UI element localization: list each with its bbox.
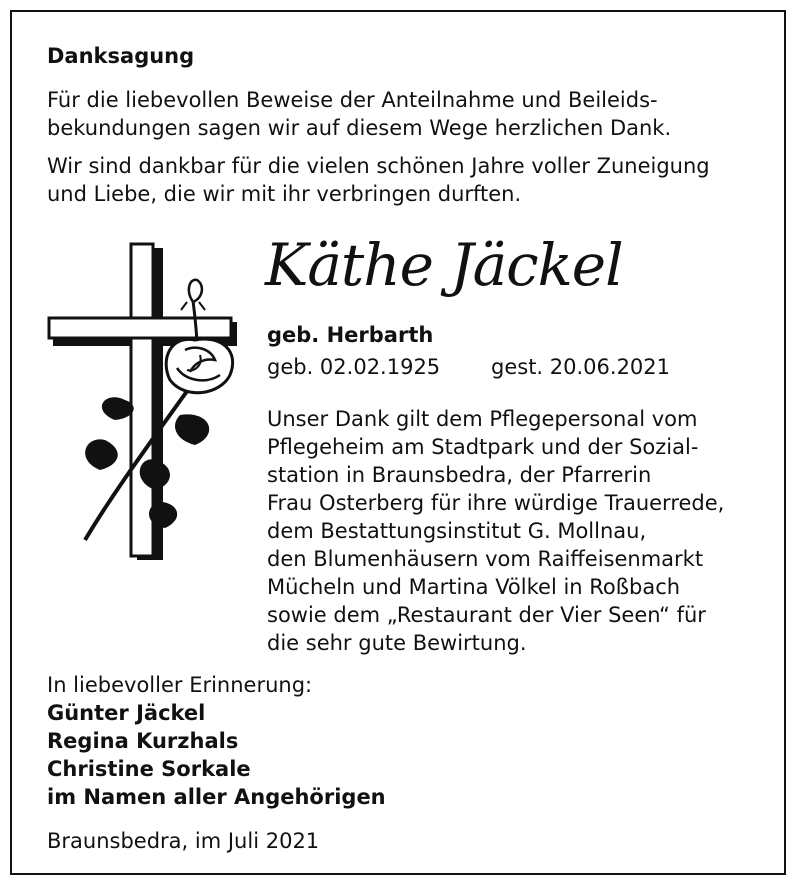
mourner-name: Christine Sorkale [47, 757, 251, 781]
cross-with-rose-icon [45, 240, 245, 570]
intro-line: Wir sind dankbar für die vielen schönen Jahre voller Zuneigung [47, 154, 710, 178]
maiden-name: geb. Herbarth [267, 323, 434, 347]
birth-date: geb. 02.02.1925 [267, 355, 441, 379]
place-date: Braunsbedra, im Juli 2021 [47, 829, 320, 853]
thanks-line: Pflegeheim am Stadtpark und der Sozial- [267, 435, 699, 459]
thanks-line: die sehr gute Bewirtung. [267, 631, 527, 655]
heading: Danksagung [47, 44, 195, 68]
intro-line: und Liebe, die wir mit ihr verbringen durften. [47, 182, 522, 206]
intro-line: bekundungen sagen wir auf diesem Wege herzlichen Dank. [47, 116, 672, 140]
thanks-line: sowie dem „Restaurant der Vier Seen“ für [267, 603, 706, 627]
thanks-line: dem Bestattungsinstitut G. Mollnau, [267, 519, 647, 543]
thanks-line: Unser Dank gilt dem Pflegepersonal vom [267, 407, 698, 431]
thanks-line: Frau Osterberg für ihre würdige Trauerrede, [267, 491, 725, 515]
memory-label: In liebevoller Erinnerung: [47, 673, 313, 697]
death-date: gest. 20.06.2021 [491, 355, 671, 379]
thanks-line: den Blumenhäusern vom Raiffeisenmarkt [267, 547, 704, 571]
thanks-line: station in Braunsbedra, der Pfarrerin [267, 463, 652, 487]
thanks-line: Mücheln und Martina Völkel in Roßbach [267, 575, 681, 599]
mourner-name: im Namen aller Angehörigen [47, 785, 386, 809]
mourner-name: Günter Jäckel [47, 701, 206, 725]
deceased-name: Käthe Jäckel [265, 231, 623, 299]
intro-line: Für die liebevollen Beweise der Anteilnahme und Beileids- [47, 88, 658, 112]
mourner-name: Regina Kurzhals [47, 729, 239, 753]
